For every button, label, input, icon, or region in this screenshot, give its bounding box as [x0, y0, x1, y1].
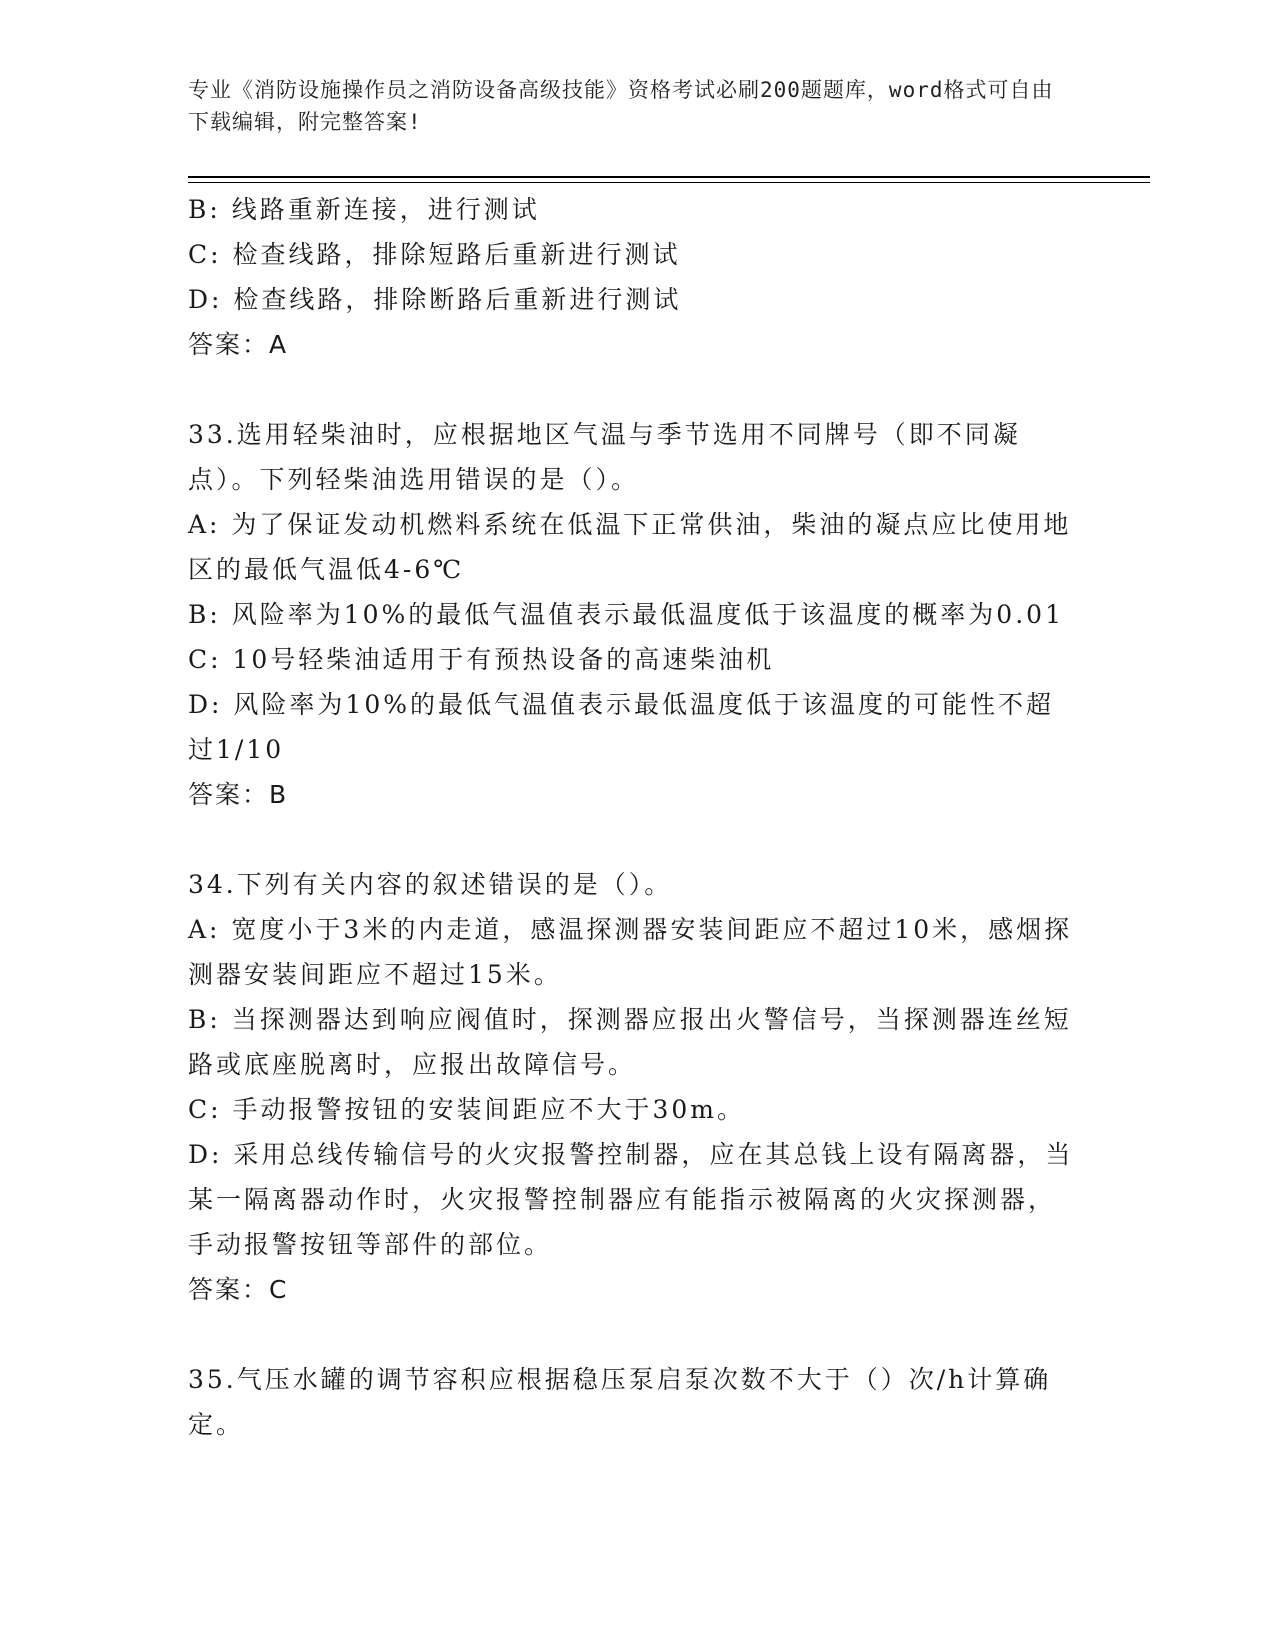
header-rule-thick [188, 176, 1150, 178]
spacer [188, 1312, 1078, 1357]
question-33 [188, 412, 1078, 817]
option-d: D: 风险率为10%的最低气温值表示最低温度低于该温度的可能性不超过1/10 [188, 690, 1054, 764]
answer: 答案：A [188, 330, 289, 359]
option-b: B: 风险率为10%的最低气温值表示最低温度低于该温度的概率为0.01 [188, 600, 1064, 629]
question-34 [188, 862, 1078, 1312]
option-c: C: 手动报警按钮的安装间距应不大于30m。 [188, 1095, 746, 1124]
page-header: 专业《消防设施操作员之消防设备高级技能》资格考试必刷200题题库，word格式可自由下载编辑，附完整答案! [188, 78, 1054, 134]
question-stem: 35.气压水罐的调节容积应根据稳压泵启泵次数不大于（）次/h计算确定。 [188, 1365, 1052, 1439]
spacer [188, 817, 1078, 862]
question-stem: 33.选用轻柴油时，应根据地区气温与季节选用不同牌号（即不同凝点）。下列轻柴油选用错误的是（）。 [188, 420, 1021, 494]
document-body [188, 187, 1078, 1447]
option-b: B: 当探测器达到响应阀值时，探测器应报出火警信号，当探测器连丝短路或底座脱离时，应报出故障信号。 [188, 1005, 1072, 1079]
option-d: D: 采用总线传输信号的火灾报警控制器，应在其总钱上设有隔离器，当某一隔离器动作时，火灾报警控制器应有能指示被隔离的火灾探测器，手动报警按钮等部件的部位。 [188, 1140, 1074, 1259]
option-c: C: 检查线路，排除短路后重新进行测试 [188, 240, 681, 269]
option-c: C: 10号轻柴油适用于有预热设备的高速柴油机 [188, 645, 775, 674]
spacer [188, 367, 1078, 412]
question-32-tail [188, 187, 1078, 367]
answer: 答案：C [188, 1275, 289, 1304]
question-stem: 34.下列有关内容的叙述错误的是（）。 [188, 870, 673, 899]
option-a: A: 为了保证发动机燃料系统在低温下正常供油，柴油的凝点应比使用地区的最低气温低4-6℃ [188, 510, 1072, 584]
header-rule-thin [188, 182, 1150, 183]
option-b: B: 线路重新连接，进行测试 [188, 195, 540, 224]
option-a: A: 宽度小于3米的内走道，感温探测器安装间距应不超过10米，感烟探测器安装间距应不超过15米。 [188, 915, 1073, 989]
question-35 [188, 1357, 1078, 1447]
answer: 答案：B [188, 780, 289, 809]
option-d: D: 检查线路，排除断路后重新进行测试 [188, 285, 682, 314]
